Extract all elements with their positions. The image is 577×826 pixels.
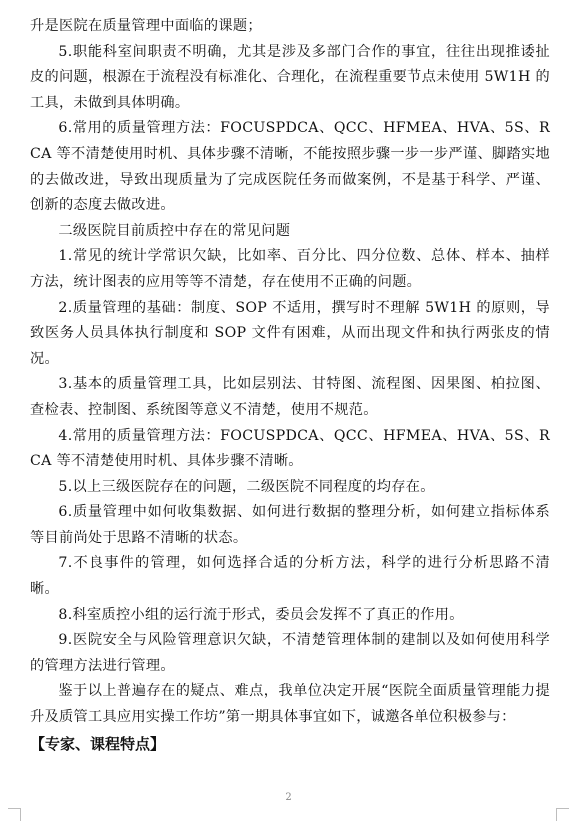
paragraph-item-3-tools: 3.基本的质量管理工具，比如层别法、甘特图、流程图、因果图、柏拉图、查检表、控制图、系统图等意义不清楚，使用不规范。 (30, 376, 550, 418)
paragraph-subheading-secondary-hospitals: 二级医院目前质控中存在的常见问题 (58, 222, 291, 239)
paragraph-continuation: 升是医院在质量管理中面临的课题； (30, 18, 262, 34)
section-heading-experts-course: 【专家、课程特点】 (30, 734, 166, 753)
paragraph-item-6-data: 6.质量管理中如何收集数据、如何进行数据的整理分析，如何建立指标体系等目前尚处于思路不清晰的状态。 (30, 504, 550, 546)
crop-mark-bottom-right (556, 808, 569, 821)
crop-mark-bottom-left (8, 808, 21, 821)
paragraph-item-5-tertiary-issues: 5.以上三级医院存在的问题，二级医院不同程度的均存在。 (58, 478, 435, 495)
paragraph-item-8-quality-group: 8.科室质控小组的运行流于形式，委员会发挥不了真正的作用。 (58, 606, 464, 623)
paragraph-item-9-safety: 9.医院安全与风险管理意识欠缺，不清楚管理体制的建制以及如何使用科学的管理方法进行管理。 (30, 632, 550, 674)
paragraph-item-2-sop: 2.质量管理的基础：制度、SOP 不适用，撰写时不理解 5W1H 的原则，导致医务人员具体执行制度和 SOP 文件有困难，从而出现文件和执行两张皮的情况。 (30, 299, 550, 367)
document-body (30, 14, 550, 757)
page-number: 2 (285, 792, 292, 803)
paragraph-item-6-methods: 6.常用的质量管理方法：FOCUSPDCA、QCC、HFMEA、HVA、5S、RCA 等不清楚使用时机、具体步骤不清晰，不能按照步骤一步一步严谨、脚踏实地的去做改进，导致出现质量为了完成医院任务而做案例，不是基于科学、严谨、创新的态度去做改进。 (30, 120, 550, 214)
paragraph-item-5-responsibility: 5.职能科室间职责不明确，尤其是涉及多部门合作的事宜，往往出现推诿扯皮的问题，根源在于流程没有标准化、合理化，在流程重要节点未使用 5W1H 的工具，未做到具体明确。 (30, 43, 550, 111)
paragraph-item-1-statistics: 1.常见的统计学常识欠缺，比如率、百分比、四分位数、总体、样本、抽样方法，统计图表的应用等等不清楚，存在使用不正确的问题。 (30, 248, 550, 290)
paragraph-item-7-adverse-events: 7.不良事件的管理，如何选择合适的分析方法，科学的进行分析思路不清晰。 (30, 555, 550, 598)
paragraph-invitation: 鉴于以上普遍存在的疑点、难点，我单位决定开展“医院全面质量管理能力提升及质管工具应用实操工作坊”第一期具体事宜如下，诚邀各单位积极参与： (30, 683, 550, 726)
paragraph-item-4-methods: 4.常用的质量管理方法：FOCUSPDCA、QCC、HFMEA、HVA、5S、RCA 等不清楚使用时机、具体步骤不清晰。 (30, 427, 550, 470)
